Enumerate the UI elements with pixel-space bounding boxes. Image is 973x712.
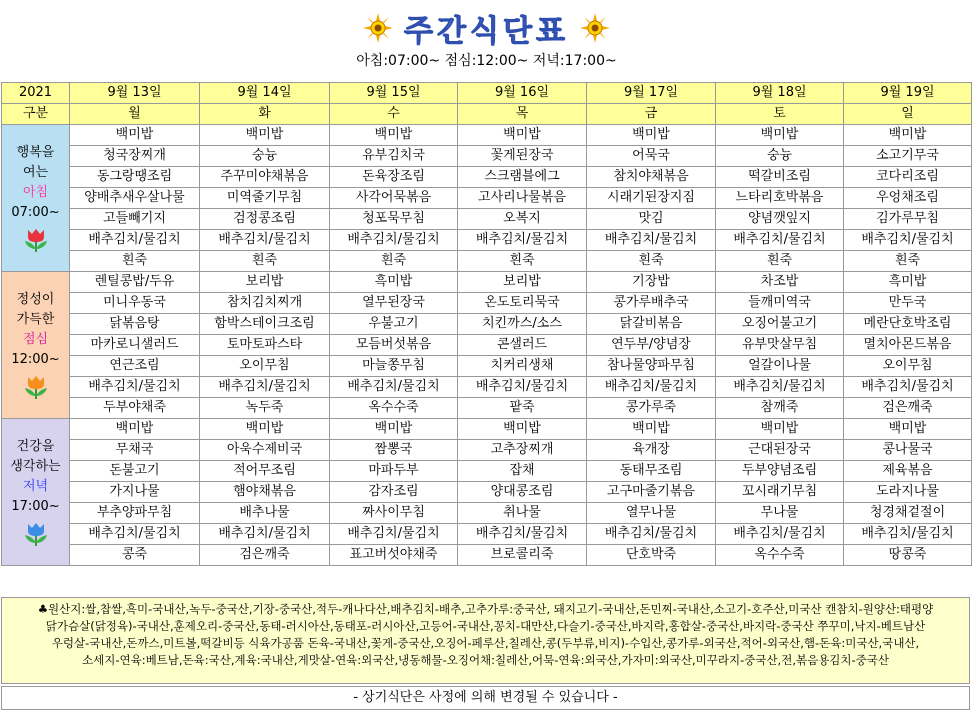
lunch-row: [2, 272, 972, 293]
side-label-line: 가득한: [16, 312, 55, 327]
lunch-row: [2, 335, 972, 356]
menu-item: 제육볶음: [844, 461, 972, 482]
menu-item: 오이무침: [844, 356, 972, 377]
menu-item: 백미밥: [200, 125, 330, 146]
menu-item: 옥수수죽: [716, 545, 844, 566]
menu-item: 기장밥: [587, 272, 716, 293]
category-label: 구분: [2, 104, 70, 125]
menu-item: 고들빼기지: [70, 209, 200, 230]
menu-item: 맛김: [587, 209, 716, 230]
menu-item: 참치야채볶음: [587, 167, 716, 188]
side-label-line: 점심: [22, 332, 49, 347]
menu-item: 백미밥: [200, 419, 330, 440]
weekday-cell: 목: [458, 104, 587, 125]
menu-item: 근대된장국: [716, 440, 844, 461]
date-cell: 9월 16일: [458, 83, 587, 104]
menu-item: 흑미밥: [330, 272, 458, 293]
menu-item: 검은깨죽: [200, 545, 330, 566]
menu-item: 흰죽: [716, 251, 844, 272]
menu-item: 백미밥: [587, 419, 716, 440]
side-label-line: 07:00~: [11, 205, 60, 220]
menu-item: 참깨죽: [716, 398, 844, 419]
menu-item: 도라지나물: [844, 482, 972, 503]
side-label-line: 12:00~: [11, 352, 60, 367]
weekday-row: [2, 104, 972, 125]
menu-item: 고사리나물볶음: [458, 188, 587, 209]
menu-item: 단호박죽: [587, 545, 716, 566]
menu-item: 배추김치/물김치: [716, 377, 844, 398]
menu-item: 돈불고기: [70, 461, 200, 482]
menu-table: [1, 82, 972, 566]
lunch-row: [2, 356, 972, 377]
weekday-cell: 일: [844, 104, 972, 125]
menu-item: 백미밥: [716, 125, 844, 146]
origin-line: 닭가슴살(닭정육)-국내산,훈제오리-중국산,동태-러시아산,동태포-러시아산,고등어-국내산,꽁치-대만산,다슬기-중국산,바지락,홍합살-중국산,바지락-중국산 쭈꾸미,낙지-베트남산: [45, 619, 926, 633]
lunch-row: [2, 377, 972, 398]
menu-item: 콩가루죽: [587, 398, 716, 419]
menu-item: 두부야채죽: [70, 398, 200, 419]
menu-item: 아욱수제비국: [200, 440, 330, 461]
menu-item: 짬뽕국: [330, 440, 458, 461]
menu-item: 얼갈이나물: [716, 356, 844, 377]
breakfast-row: [2, 251, 972, 272]
tulip-red-icon: [22, 227, 50, 253]
menu-item: 흰죽: [844, 251, 972, 272]
menu-item: 참치김치찌개: [200, 293, 330, 314]
dinner-row: [2, 503, 972, 524]
side-label-line: 17:00~: [11, 499, 60, 514]
menu-item: 배추김치/물김치: [716, 230, 844, 251]
menu-item: 배추김치/물김치: [70, 230, 200, 251]
menu-item: 배추나물: [200, 503, 330, 524]
side-label-line: 정성이: [16, 292, 55, 307]
menu-item: 콘샐러드: [458, 335, 587, 356]
breakfast-row: [2, 188, 972, 209]
date-cell: 9월 15일: [330, 83, 458, 104]
tulip-blue-icon: [22, 521, 50, 547]
side-label-line: 행복을: [16, 145, 55, 160]
menu-item: 배추김치/물김치: [587, 377, 716, 398]
menu-item: 흑미밥: [844, 272, 972, 293]
menu-item: 배추김치/물김치: [330, 230, 458, 251]
lunch-row: [2, 314, 972, 335]
menu-item: 흰죽: [458, 251, 587, 272]
lunch-row: [2, 398, 972, 419]
menu-item: 연근조림: [70, 356, 200, 377]
menu-item: 양배추새우살나물: [70, 188, 200, 209]
dinner-row: [2, 545, 972, 566]
breakfast-row: [2, 167, 972, 188]
menu-item: 팥죽: [458, 398, 587, 419]
menu-item: 흰죽: [200, 251, 330, 272]
menu-item: 배추김치/물김치: [844, 524, 972, 545]
menu-item: 잡채: [458, 461, 587, 482]
menu-item: 메란단호박조림: [844, 314, 972, 335]
menu-item: 백미밥: [844, 125, 972, 146]
menu-item: 감자조림: [330, 482, 458, 503]
menu-item: 미역줄기무침: [200, 188, 330, 209]
menu-item: 육개장: [587, 440, 716, 461]
menu-item: 백미밥: [330, 419, 458, 440]
menu-item: 백미밥: [70, 419, 200, 440]
side-label-line: 저녁: [22, 479, 49, 494]
menu-item: 짜사이무침: [330, 503, 458, 524]
menu-item: 백미밥: [458, 125, 587, 146]
menu-item: 배추김치/물김치: [458, 377, 587, 398]
menu-item: 검은깨죽: [844, 398, 972, 419]
weekday-cell: 월: [70, 104, 200, 125]
menu-item: 우엉채조림: [844, 188, 972, 209]
menu-item: 소고기무국: [844, 146, 972, 167]
menu-item: 배추김치/물김치: [70, 377, 200, 398]
menu-item: 느타리호박볶음: [716, 188, 844, 209]
menu-item: 백미밥: [844, 419, 972, 440]
breakfast-row: [2, 230, 972, 251]
menu-item: 배추김치/물김치: [200, 377, 330, 398]
menu-item: 무나물: [716, 503, 844, 524]
side-label-line: 건강을: [16, 439, 55, 454]
breakfast-row: [2, 125, 972, 146]
menu-item: 오복지: [458, 209, 587, 230]
breakfast-row: [2, 209, 972, 230]
menu-item: 우불고기: [330, 314, 458, 335]
date-row: [2, 83, 972, 104]
date-cell: 9월 19일: [844, 83, 972, 104]
menu-item: 사각어묵볶음: [330, 188, 458, 209]
menu-item: 주꾸미야채볶음: [200, 167, 330, 188]
sun-icon: [363, 13, 393, 43]
menu-item: 녹두죽: [200, 398, 330, 419]
menu-item: 배추김치/물김치: [844, 230, 972, 251]
menu-item: 꽃게된장국: [458, 146, 587, 167]
date-cell: 9월 13일: [70, 83, 200, 104]
menu-item: 만두국: [844, 293, 972, 314]
menu-item: 함박스테이크조림: [200, 314, 330, 335]
menu-item: 콩나물국: [844, 440, 972, 461]
menu-item: 마파두부: [330, 461, 458, 482]
menu-item: 고추장찌개: [458, 440, 587, 461]
side-label-line: 여는: [22, 165, 49, 180]
menu-item: 연두부/양념장: [587, 335, 716, 356]
menu-item: 콩죽: [70, 545, 200, 566]
side-label-line: 생각하는: [10, 459, 61, 474]
menu-item: 오징어불고기: [716, 314, 844, 335]
date-cell: 9월 18일: [716, 83, 844, 104]
breakfast-row: [2, 146, 972, 167]
menu-item: 유부맛살무침: [716, 335, 844, 356]
meal-times: 아침:07:00~ 점심:12:00~ 저녁:17:00~: [356, 53, 617, 69]
weekday-cell: 금: [587, 104, 716, 125]
menu-item: 열무된장국: [330, 293, 458, 314]
menu-item: 브로콜리죽: [458, 545, 587, 566]
dinner-row: [2, 524, 972, 545]
menu-item: 배추김치/물김치: [587, 524, 716, 545]
menu-item: 청경채겉절이: [844, 503, 972, 524]
menu-item: 배추김치/물김치: [587, 230, 716, 251]
origin-line: ♣원산지:쌀,찹쌀,흑미-국내산,녹두-중국산,기장-중국산,적두-캐나다산,배추김치-배추,고추가루:중국산, 돼지고기-국내산,돈민찌-국내산,소고기-호주산,미국산 캔참치-원양산:태평양: [37, 602, 934, 616]
menu-item: 참나물양파무침: [587, 356, 716, 377]
menu-item: 돈육장조림: [330, 167, 458, 188]
menu-item: 열무나물: [587, 503, 716, 524]
menu-item: 동태무조림: [587, 461, 716, 482]
menu-item: 시래기된장지짐: [587, 188, 716, 209]
menu-item: 마늘쫑무침: [330, 356, 458, 377]
menu-item: 흰죽: [70, 251, 200, 272]
dinner-label: [2, 419, 70, 566]
page-title: 주간식단표: [404, 14, 569, 49]
dinner-row: [2, 440, 972, 461]
dinner-row: [2, 419, 972, 440]
weekday-cell: 토: [716, 104, 844, 125]
menu-item: 어묵국: [587, 146, 716, 167]
menu-item: 스크램블에그: [458, 167, 587, 188]
menu-item: 양념깻잎지: [716, 209, 844, 230]
year-cell: 2021: [2, 83, 70, 104]
menu-item: 무채국: [70, 440, 200, 461]
lunch-label: [2, 272, 70, 419]
menu-item: 배추김치/물김치: [330, 377, 458, 398]
menu-item: 보리밥: [458, 272, 587, 293]
sun-icon: [580, 13, 610, 43]
origin-notes: [1, 597, 970, 684]
menu-item: 배추김치/물김치: [844, 377, 972, 398]
menu-item: 코다리조림: [844, 167, 972, 188]
menu-item: 마카로니샐러드: [70, 335, 200, 356]
title-bar: [0, 6, 973, 49]
page-header: [0, 0, 973, 82]
dinner-row: [2, 461, 972, 482]
menu-item: 배추김치/물김치: [200, 524, 330, 545]
breakfast-label: [2, 125, 70, 272]
menu-item: 백미밥: [458, 419, 587, 440]
menu-item: 배추김치/물김치: [716, 524, 844, 545]
dinner-row: [2, 482, 972, 503]
menu-item: 흰죽: [587, 251, 716, 272]
tulip-orange-icon: [22, 374, 50, 400]
menu-item: 배추김치/물김치: [458, 524, 587, 545]
menu-item: 적어무조림: [200, 461, 330, 482]
side-label-line: 아침: [22, 185, 49, 200]
menu-item: 배추김치/물김치: [330, 524, 458, 545]
menu-item: 검정콩조림: [200, 209, 330, 230]
menu-item: 닭갈비볶음: [587, 314, 716, 335]
menu-item: 떡갈비조림: [716, 167, 844, 188]
menu-item: 콩가루배추국: [587, 293, 716, 314]
menu-item: 두부양념조림: [716, 461, 844, 482]
menu-item: 취나물: [458, 503, 587, 524]
weekday-cell: 화: [200, 104, 330, 125]
menu-item: 보리밥: [200, 272, 330, 293]
menu-item: 백미밥: [716, 419, 844, 440]
menu-item: 온도토리묵국: [458, 293, 587, 314]
menu-item: 치킨까스/소스: [458, 314, 587, 335]
menu-item: 청포묵무침: [330, 209, 458, 230]
menu-item: 동그랑땡조림: [70, 167, 200, 188]
menu-item: 렌틸콩밥/두유: [70, 272, 200, 293]
origin-line: 우렁살-국내산,돈까스,미트볼,떡갈비등 식육가공품 돈육-국내산,꽃게-중국산,오징어-페루산,칠레산,콩(두부류,비지)-수입산,콩가루-외국산,적어-외국산,햄-돈육:미국산,국내산,: [51, 636, 920, 650]
lunch-row: [2, 293, 972, 314]
menu-item: 가지나물: [70, 482, 200, 503]
menu-item: 꼬시래기무침: [716, 482, 844, 503]
menu-item: 표고버섯야채죽: [330, 545, 458, 566]
menu-item: 유부김치국: [330, 146, 458, 167]
origin-line: 소세지-연육:베트남,돈육:국산,계육:국내산,게맛살-연육:외국산,냉동해물-오징어채:칠레산,어묵-연육:외국산,가자미:외국산,미꾸라지-중국산,전,볶음용김치-중국산: [82, 653, 889, 667]
menu-item: 땅콩죽: [844, 545, 972, 566]
menu-item: 흰죽: [330, 251, 458, 272]
menu-item: 토마토파스타: [200, 335, 330, 356]
menu-item: 숭늉: [200, 146, 330, 167]
menu-item: 미니우동국: [70, 293, 200, 314]
menu-item: 배추김치/물김치: [200, 230, 330, 251]
menu-item: 옥수수죽: [330, 398, 458, 419]
menu-item: 백미밥: [587, 125, 716, 146]
menu-item: 양대콩조림: [458, 482, 587, 503]
menu-item: 배추김치/물김치: [70, 524, 200, 545]
menu-item: 백미밥: [330, 125, 458, 146]
footer-note: - 상기식단은 사정에 의해 변경될 수 있습니다 -: [1, 686, 970, 710]
menu-item: 치커리생채: [458, 356, 587, 377]
date-cell: 9월 17일: [587, 83, 716, 104]
menu-item: 백미밥: [70, 125, 200, 146]
menu-item: 청국장찌개: [70, 146, 200, 167]
menu-item: 배추김치/물김치: [458, 230, 587, 251]
menu-item: 들깨미역국: [716, 293, 844, 314]
menu-item: 오이무침: [200, 356, 330, 377]
menu-item: 부추양파무침: [70, 503, 200, 524]
date-cell: 9월 14일: [200, 83, 330, 104]
weekday-cell: 수: [330, 104, 458, 125]
menu-item: 숭늉: [716, 146, 844, 167]
menu-item: 햄야채볶음: [200, 482, 330, 503]
menu-item: 닭볶음탕: [70, 314, 200, 335]
menu-item: 차조밥: [716, 272, 844, 293]
menu-item: 고구마줄기볶음: [587, 482, 716, 503]
menu-item: 모듬버섯볶음: [330, 335, 458, 356]
menu-item: 김가루무침: [844, 209, 972, 230]
menu-item: 멸치아몬드볶음: [844, 335, 972, 356]
